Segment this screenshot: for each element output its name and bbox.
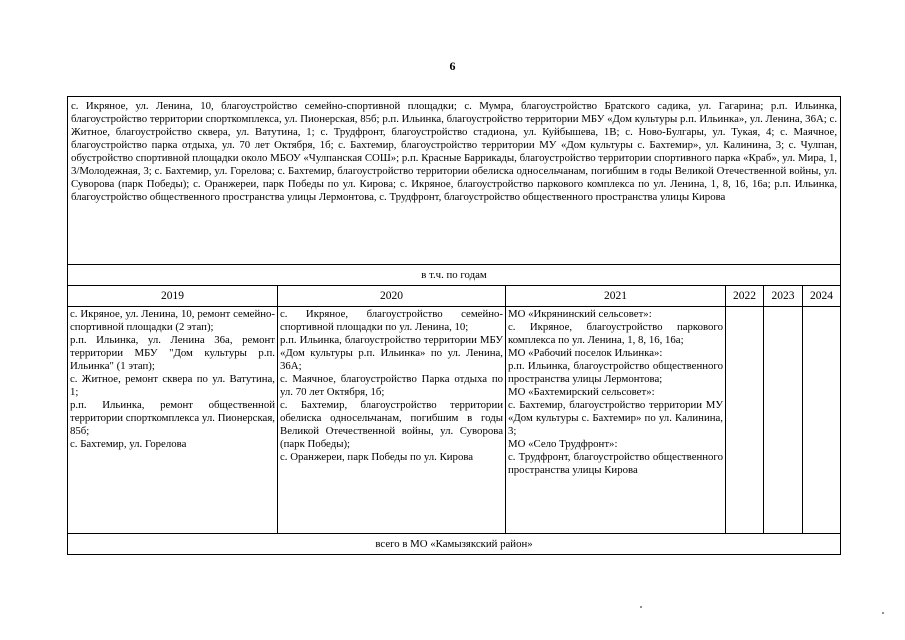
- page-number: 6: [449, 59, 456, 73]
- list-item: р.п. Ильинка, благоустройство территории МБУ «Дом культуры р.п. Ильинка» по ул. Ленина, 36А;: [280, 334, 503, 372]
- years-content-row: [68, 307, 841, 534]
- list-item: с. Оранжереи, парк Победы по ул. Кирова: [280, 451, 474, 463]
- scan-speck: [640, 606, 642, 608]
- program-table: [67, 96, 841, 555]
- year-2024-cell: [803, 307, 841, 534]
- objects-description: с. Икряное, ул. Ленина, 10, благоустройство семейно-спортивной площадки; с. Мумра, благоустройство Братского садика, ул. Гагарина; р.п. Ильинка, благоустройство территории спорткомплекса, ул. Пионерская, 85б; р.п. Ильинка, благоустройство территории МБУ «Дом культуры р.п. Ильинка», ул. Ленина, 36А; с. Житное, благоустройство сквера, ул. Ватутина, 1; с. Трудфронт, благоустройство стадиона, ул. Куйбышева, 1В; с. Ново-Булгары, ул. Тукая, 4; с. Маячное, благоустройство парка отдыха, ул. 70 лет Октября, 1б; с. Бахтемир, благоустройство территории МУ «Дом культуры с. Бахтемир», ул. Калинина, 3; с. Чулпан, обустройство спортивной площадки около МБОУ «Чулпанская СОШ»; р.п. Красные Баррикады, благоустройство территории спортивного парка «Краб», ул. Мира, 1, 3/Молодежная, 3; с. Бахтемир, ул. Горелова; с. Бахтемир, благоустройство территории обелиска односельчанам, погибшим в годы Великой Отечественной войны, ул. Суворова (парк Победы); с. Оранжереи, парк Победы по ул. Кирова; с. Икряное, благоустройство паркового комплекса по ул. Ленина, 1, 8, 16, 16а; р.п. Ильинка, благоустройство общественного пространства улицы Лермонтова, с. Трудфронт, благоустройство общественного пространства улицы Кирова: [68, 97, 841, 265]
- total-row: [68, 534, 841, 555]
- list-item: с. Маячное, благоустройство Парка отдыха по ул. 70 лет Октября, 1б;: [280, 373, 503, 398]
- list-item: с. Икряное, благоустройство паркового комплекса по ул. Ленина, 1, 8, 16, 16а;: [508, 321, 723, 346]
- year-2019-cell: [68, 307, 278, 534]
- list-item: с. Икряное, ул. Ленина, 10, ремонт семейно-спортивной площадки (2 этап);: [70, 308, 275, 333]
- description-row: [68, 97, 841, 265]
- list-item: с. Бахтемир, благоустройство территории обелиска односельчанам, погибшим в годы Великой Отечественной войны, ул. Суворова (парк Победы);: [280, 399, 503, 450]
- year-2022-cell: [726, 307, 764, 534]
- year-header-2019: 2019: [68, 286, 278, 307]
- years-label-row: [68, 265, 841, 286]
- year-header-2024: 2024: [803, 286, 841, 307]
- year-2021-cell: [506, 307, 726, 534]
- year-header-2020: 2020: [278, 286, 506, 307]
- list-item: с. Икряное, благоустройство семейно-спортивной площадки по ул. Ленина, 10;: [280, 308, 503, 333]
- year-header-2023: 2023: [764, 286, 803, 307]
- years-label: в т.ч. по годам: [68, 265, 841, 286]
- municipality-heading: МО «Икрянинский сельсовет»:: [508, 308, 652, 320]
- year-header-2022: 2022: [726, 286, 764, 307]
- year-2020-cell: [278, 307, 506, 534]
- list-item: с. Трудфронт, благоустройство общественного пространства улицы Кирова: [508, 451, 723, 476]
- list-item: р.п. Ильинка, ул. Ленина 36а, ремонт территории МБУ "Дом культуры р.п. Ильинка" (1 этап);: [70, 334, 275, 372]
- list-item: р.п. Ильинка, благоустройство общественного пространства улицы Лермонтова;: [508, 360, 723, 385]
- list-item: с. Бахтемир, благоустройство территории МУ «Дом культуры с. Бахтемир» по ул. Калинина, 3;: [508, 399, 723, 437]
- years-header-row: [68, 286, 841, 307]
- municipality-heading: МО «Бахтемирский сельсовет»:: [508, 386, 655, 398]
- year-header-2021: 2021: [506, 286, 726, 307]
- total-label: всего в МО «Камызякский район»: [68, 534, 841, 555]
- list-item: р.п. Ильинка, ремонт общественной территории спорткомплекса ул. Пионерская, 85б;: [70, 399, 275, 437]
- scan-speck: [882, 612, 884, 614]
- list-item: с. Бахтемир, ул. Горелова: [70, 438, 187, 450]
- list-item: с. Житное, ремонт сквера по ул. Ватутина, 1;: [70, 373, 275, 398]
- municipality-heading: МО «Рабочий поселок Ильинка»:: [508, 347, 663, 359]
- municipality-heading: МО «Село Трудфронт»:: [508, 438, 618, 450]
- year-2023-cell: [764, 307, 803, 534]
